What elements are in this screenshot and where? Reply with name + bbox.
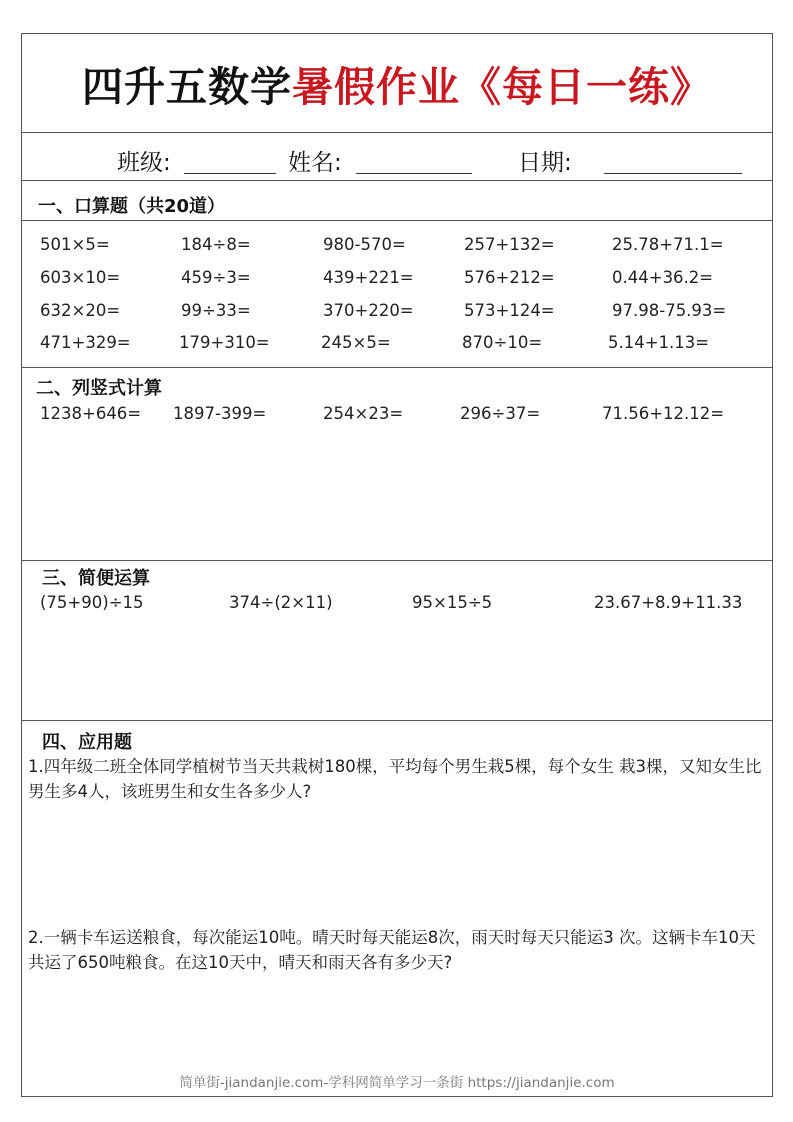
- oral-problem: 501×5=: [40, 235, 110, 254]
- oral-problem: 370+220=: [323, 301, 414, 320]
- oral-problem: 25.78+71.1=: [612, 235, 724, 254]
- page-title: [22, 34, 772, 132]
- section-title-word-problems: 四、应用题: [42, 732, 132, 753]
- divider: [22, 220, 772, 221]
- simplify-problem: 23.67+8.9+11.33: [594, 593, 743, 612]
- name-field[interactable]: [356, 173, 472, 174]
- title-main: 四升五数学: [82, 62, 292, 111]
- divider: [22, 720, 772, 721]
- title-highlight: 暑假作业《每日一练》: [292, 62, 712, 111]
- class-label: 班级:: [117, 150, 171, 176]
- oral-problem: 439+221=: [323, 268, 414, 287]
- divider: [22, 180, 772, 181]
- oral-problem: 179+310=: [179, 333, 270, 352]
- oral-problem: 459÷3=: [181, 268, 251, 287]
- vertical-problem: 254×23=: [323, 404, 404, 423]
- oral-problem: 97.98-75.93=: [612, 301, 727, 320]
- student-info-row: [22, 134, 772, 180]
- oral-problem: 245×5=: [321, 333, 391, 352]
- section-title-oral: 一、口算题（共20道）: [38, 196, 226, 217]
- vertical-problem: 296÷37=: [460, 404, 541, 423]
- name-label: 姓名:: [288, 150, 342, 176]
- vertical-problem: 1238+646=: [40, 404, 142, 423]
- worksheet: [21, 33, 773, 1097]
- oral-problem: 99÷33=: [181, 301, 251, 320]
- class-field[interactable]: [184, 173, 276, 174]
- footer-watermark: 简单街-jiandanjie.com-学科网简单学习一条街 https://jiandanjie.com: [179, 1075, 615, 1091]
- date-field[interactable]: [604, 173, 742, 174]
- divider: [22, 132, 772, 133]
- simplify-problem: 95×15÷5: [412, 593, 493, 612]
- section-title-vertical: 二、列竖式计算: [36, 378, 162, 399]
- section-title-simplify: 三、简便运算: [42, 568, 150, 589]
- oral-problem: 573+124=: [464, 301, 555, 320]
- word-problem-1: 1.四年级二班全体同学植树节当天共栽树180棵，平均每个男生栽5棵，每个女生 栽3棵，又知女生比男生多4人，该班男生和女生各多少人?: [28, 757, 762, 801]
- word-problem-2: 2.一辆卡车运送粮食，每次能运10吨。晴天时每天能运8次，雨天时每天只能运3 次。这辆卡车10天共运了650吨粮食。在这10天中，晴天和雨天各有多少天?: [28, 928, 756, 972]
- oral-problem: 0.44+36.2=: [612, 268, 714, 287]
- divider: [22, 367, 772, 368]
- simplify-problem: (75+90)÷15: [40, 593, 144, 612]
- oral-problem: 603×10=: [40, 268, 121, 287]
- oral-problem: 576+212=: [464, 268, 555, 287]
- oral-problem: 184÷8=: [181, 235, 251, 254]
- vertical-problem: 1897-399=: [173, 404, 267, 423]
- divider: [22, 560, 772, 561]
- oral-problem: 632×20=: [40, 301, 121, 320]
- oral-problem: 5.14+1.13=: [608, 333, 710, 352]
- oral-problem: 870÷10=: [462, 333, 543, 352]
- oral-problem: 257+132=: [464, 235, 555, 254]
- vertical-problem: 71.56+12.12=: [602, 404, 725, 423]
- date-label: 日期:: [518, 150, 572, 176]
- simplify-problem: 374÷(2×11): [229, 593, 333, 612]
- oral-problem: 471+329=: [40, 333, 131, 352]
- oral-problem: 980-570=: [323, 235, 406, 254]
